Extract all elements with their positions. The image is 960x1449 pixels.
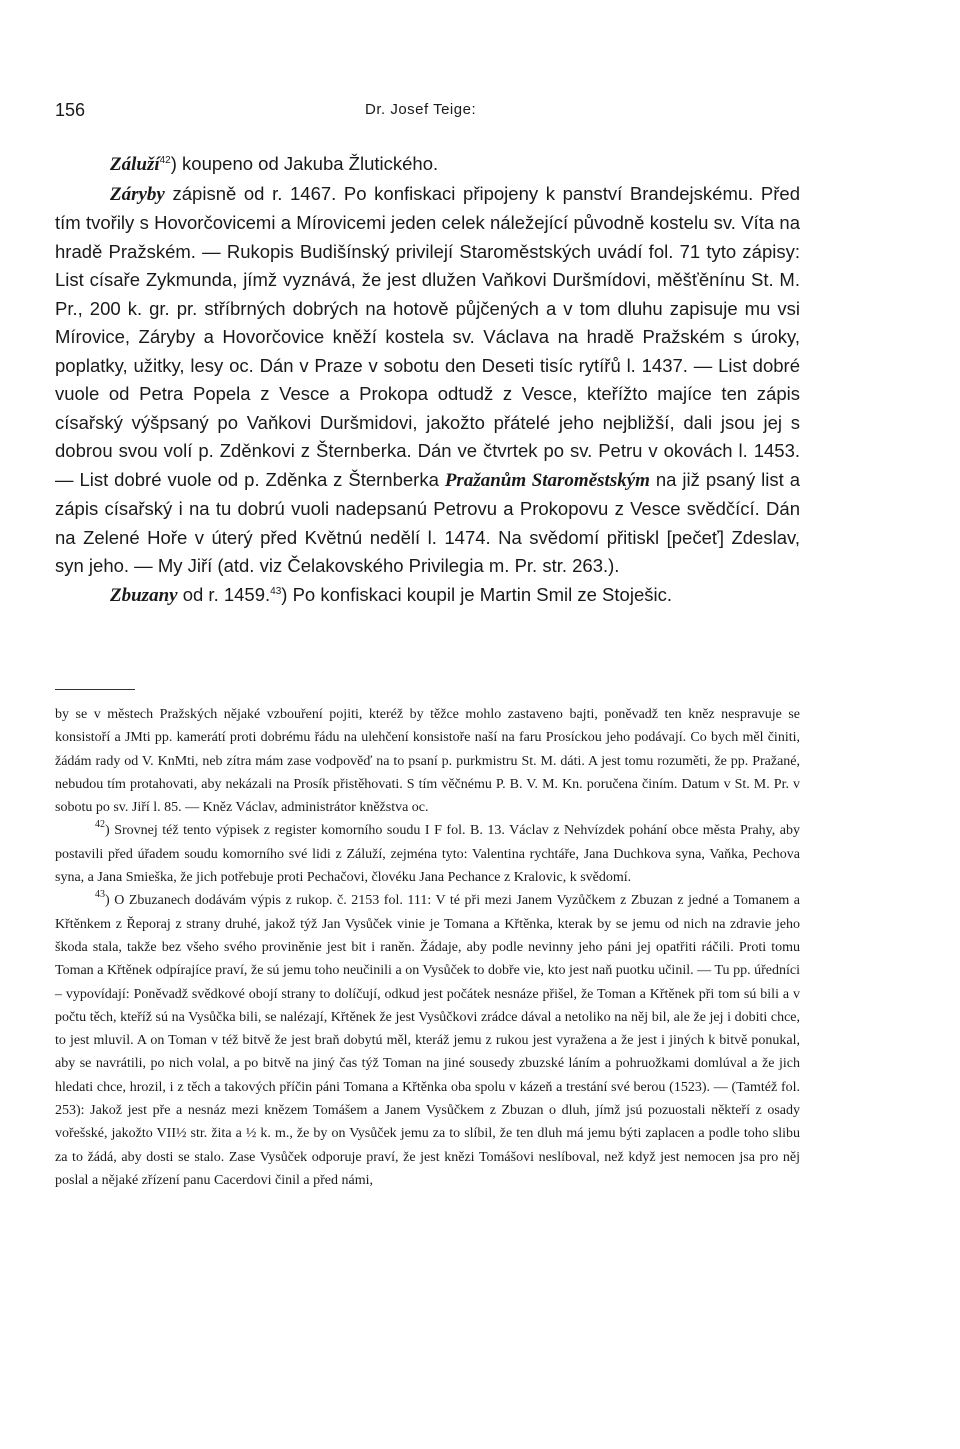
footnote-mark-43: 43 bbox=[95, 889, 105, 901]
place-name-zbuzany: Zbuzany bbox=[110, 584, 178, 606]
page-number: 156 bbox=[55, 100, 86, 120]
footnote-42 bbox=[55, 819, 800, 889]
book-page bbox=[55, 0, 800, 1449]
main-text bbox=[55, 150, 800, 610]
footnotes bbox=[55, 703, 800, 1192]
place-name-zaryby: Záryby bbox=[110, 183, 165, 205]
running-head: Dr. Josef Teige: bbox=[365, 101, 477, 118]
paragraph-zaluzi bbox=[55, 150, 800, 180]
paragraph-text: zápisně od r. 1467. Po konfiskaci připojeny k panství Brandejskému. Před tím tvořily s Hovorčovicemi a Mírovicemi jeden celek náležející původně kostelu sv. Víta na hradě Pražském. — Rukopis Budišínský privilejí Staroměstských uvádí fol. 71 tyto zápisy: List císaře Zykmunda, jímž vyznává, že jest dlužen Vaňkovi Duršmídovi, měšťěnínu St. M. Pr., 200 k. gr. pr. stříbrných dobrých na hotově půjčených a v tom dluhu zapisuje mu vsi Mírovice, Záryby a Hovorčovice kněží kostela sv. Václava na hradě Pražském s úroky, poplatky, užitky, lesy oc. Dán v Praze v sobotu den Deseti tisíc rytířů l. 1437. — List dobré vuole od Petra Popela z Vesce a Prokopa odtudž z Vesce, kteřížto majíce ten zápis císařský výšpsaný po Vaňkovi Duršmidovi, jakožto přátelé jeho nejbližší, dali jsou jej s dobrou svou volí p. Zděnkovi z Šternberka. Dán ve čtvrtek po sv. Petru v okovách l. 1453. — List dobré vuole od p. Zděnka z Šternberka bbox=[55, 182, 800, 490]
footnote-continuation: by se v městech Pražských nějaké vzbouření pojiti, kteréž by těžce mohlo zastaveno bajti, poněvadž ten kněz nespravuje se konsistoří a JMti pp. kamerátí proti dobrému řádu na ulehčení konsistoře naší na faru Prosíckou jeho podávají. Co bych měl činiti, žádám rady od V. KnMti, neb zítra mám zase vodpověď na to psaní p. purkmistru St. M. dáti. A jest tomu rozuměti, že pp. Pražané, nebudou tím protahovati, aby nekázali na Prosík přistěhovati. S tím věčnému P. B. V. M. Kn. poručena činím. Datum v St. M. Pr. v sobotu po sv. Jiří l. 85. — Kněz Václav, administrátor kněžstva oc. bbox=[55, 707, 800, 816]
paragraph-text: ) koupeno od Jakuba Žlutického. bbox=[170, 153, 439, 174]
footnote-43 bbox=[55, 889, 800, 1192]
place-name-zaluzi: Záluží bbox=[110, 154, 160, 175]
footnote-43-text: ) O Zbuzanech dodávám výpis z rukop. č. 2153 fol. 111: V té při mezi Janem Vyzůčkem z Zbuzan z jedné a Tomanem a Křtěnkem z Řeporaj z strany druhé, jakož týž Jan Vysůček vinie je Tomana a Křtěnka, kterak by se jemu od nich na zdravie jeho škoda stala, takže bez všeho svého proviněnie jest bit i raněn. Žádaje, aby podle nevinny jeho páni jej opatřiti ráčili. Proti tomu Toman a Křtěnek odpírajíce praví, že sú jemu toho neučinili a on Vysůček to dobře vie, kto jest naň puotku učinil. — Tu pp. úředníci – vypovídají: Poněvadž svědkové obojí strany to dolíčují, odkud jest počátek nesnáze přišel, že Toman a Křtěnek při tom sú bili a v počtu těch, kteříž sú na Vysůčka bili, se nalézají, Křtěnek že jest Vysůčkovi zrádce dával a netoliko na něj bil, ale že jej i dobiti chce, to jest mluvil. A on Toman v též bitvě že jest braň dobytú měl, kteráž jemu z rukou jest vyražena a že jest i jiných k bitvě ponukal, aby se navrátili, po nich volal, a po bitvě na jiný čas týž Toman na jiné sousedy zbuzské láním a pohruožkami domlúval a že jich hledati chce, hrozil, i z těch a takových příčin páni Tomana a Křtěnka oba spolu v kázeň a trestání své berou (1523). — (Tamtéž fol. 253): Jakož jest pře a nesnáz mezi knězem Tomášem a Janem Vysůčkem z Zbuzan o dluh, jímž jsú pozuostali někteří z osady vořešské, jakožto VII½ str. žita a ½ k. m., že by on Vysůček jemu za to slíbil, že ten dluh má jemu býti zaplacen a podle toho slibu za to žádá, aby dosti se stalo. Zase Vysůček odporuje praví, že jest knězi Tomášovi neslíboval, než když jest nemocen jsa pro něj poslal a nějaké zřízení panu Cacerdovi činil a před námi, bbox=[55, 893, 800, 1188]
paragraph-zbuzany bbox=[55, 581, 800, 611]
footnote-ref-42: 42 bbox=[159, 155, 171, 166]
paragraph-text-cont: na již psaný list a zápis císařský i na tu dobrú vuoli nadepsanú Petrovu a Prokopovu z Vesce svědčící. Dán na Zelené Hoře v úterý před Květnú nedělí l. 1474. Na svědomí přitiskl [pečeť] Zdeslav, syn jeho. — My Jiří (atd. viz Čelakovského Privilegia m. Pr. str. 263.). bbox=[55, 468, 800, 576]
emphasis-prazanum: Pražanům Staroměstským bbox=[444, 469, 650, 491]
page-header bbox=[55, 100, 800, 126]
footnote-ref-43: 43 bbox=[270, 585, 282, 597]
paragraph-text: od r. 1459. bbox=[177, 583, 271, 605]
footnote-42-text: ) Srovnej též tento výpisek z register komorního soudu I F fol. B. 13. Václav z Nehvízdek pohání obce města Prahy, aby postavili před úřadem soudu komorního své lidi z Záluží, zejména tyto: Valentina rychtáře, Jana Duchkova syna, Vaňka, Pechova syna, a Jana Smieška, že jich potřebuje proti Pechačovi, človéku Jana Pechance z Kralovic, k svědomí. bbox=[55, 823, 800, 886]
paragraph-zaryby bbox=[55, 180, 800, 581]
paragraph-text-cont: ) Po konfiskaci koupil je Martin Smil ze Stoješic. bbox=[281, 583, 672, 605]
footnote-divider bbox=[55, 689, 135, 690]
footnote-mark-42: 42 bbox=[95, 819, 105, 831]
